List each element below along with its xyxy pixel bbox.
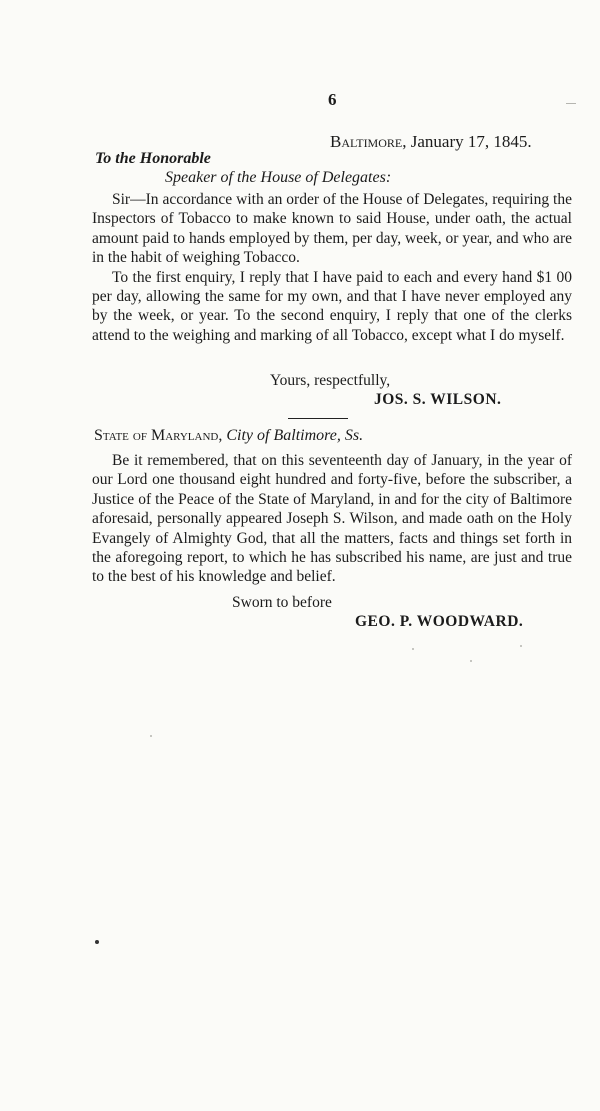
affidavit-body [92, 451, 572, 587]
paper-speck [520, 645, 522, 647]
salutation-to: To the Honorable [95, 150, 211, 167]
page-number: 6 [328, 90, 337, 109]
paper-speck [412, 648, 414, 650]
letter-paragraph: Sir—In accordance with an order of the House of Delegates, requiring the Inspectors of Tobacco to make known to said House, under oath, the actual amount paid to hands employed by them, per day, week, or year, and who are in the habit of weighing Tobacco. [92, 191, 572, 267]
dateline-date: January 17, 1845. [410, 132, 532, 151]
section-divider [288, 418, 348, 419]
dateline: Baltimore, January 17, 1845. [330, 132, 532, 151]
affidavit-paragraph: Be it remembered, that on this seventeenth day of January, in the year of our Lord one thousand eight hundred and forty-five, before the subscriber, a Justice of the Peace of the State of Maryland, in and for the city of Baltimore aforesaid, personally appeared Joseph S. Wilson, and made oath on the Holy Evangely of Almighty God, that all the matters, facts and things set forth in the aforegoing report, to which he has subscribed his name, are just and true to the best of his knowledge and belief. [92, 452, 572, 586]
affidavit-heading [94, 427, 363, 445]
paper-speck [566, 103, 576, 104]
dateline-place: Baltimore [330, 132, 403, 151]
letter-closing: Yours, respectfully, [270, 372, 391, 389]
sworn-line: Sworn to before [232, 594, 332, 611]
paper-speck [150, 735, 152, 737]
letter-signature: JOS. S. WILSON. [374, 391, 502, 408]
affidavit-heading-city: City of Baltimore, Ss. [226, 427, 364, 444]
letter-body [92, 190, 572, 345]
ink-dot [95, 940, 99, 944]
salutation-speaker: Speaker of the House of Delegates: [165, 169, 392, 186]
letter-paragraph: To the first enquiry, I reply that I have paid to each and every hand $1 00 per day, allowing the same for my own, and that I have never employed any by the week, or year. To the second enquiry, I reply that one of the clerks attend to the weighing and marking of all Tobacco, except what I do myself. [92, 268, 572, 344]
justice-signature: GEO. P. WOODWARD. [355, 613, 524, 630]
paper-speck [470, 660, 472, 662]
affidavit-heading-state: State of Maryland, [94, 427, 223, 444]
